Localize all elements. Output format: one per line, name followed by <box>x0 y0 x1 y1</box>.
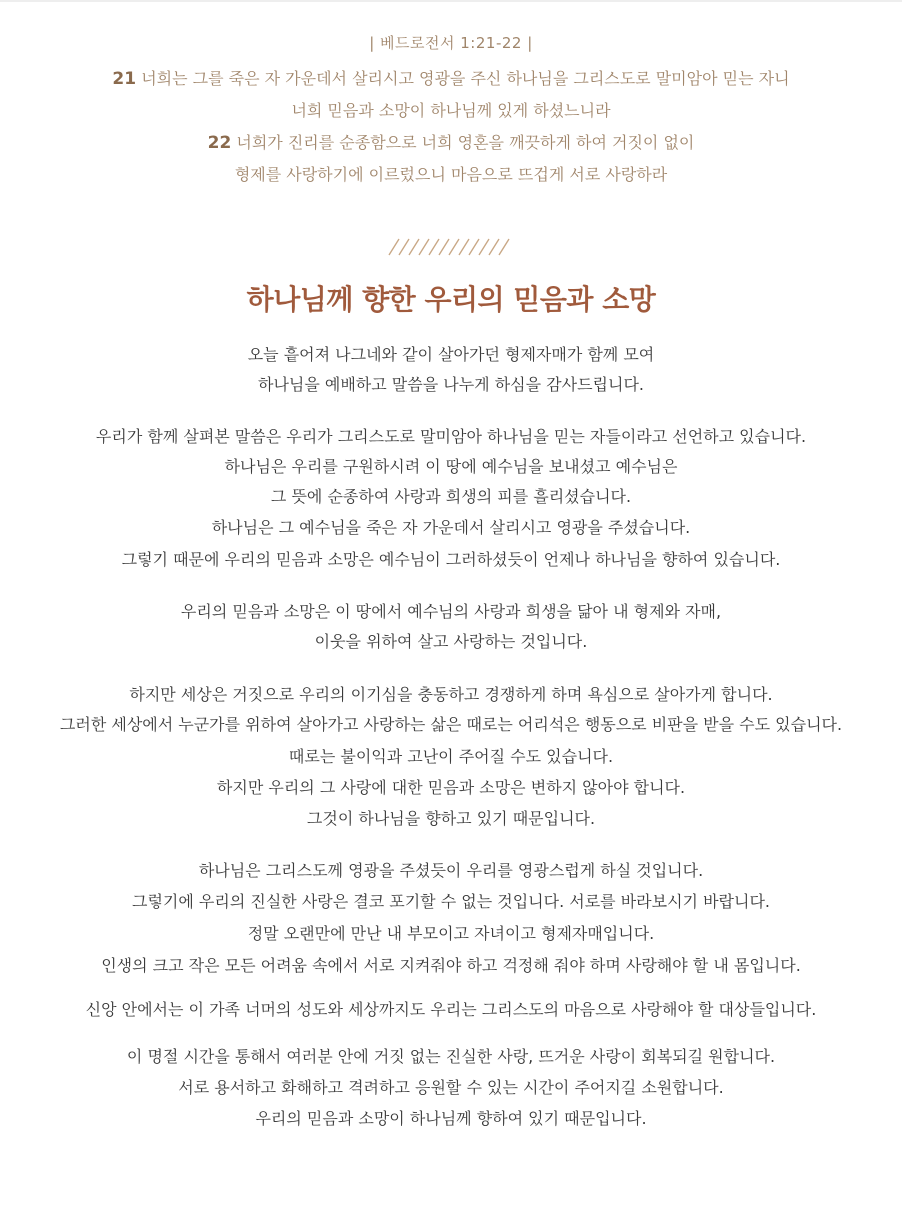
body-line: 우리의 믿음과 소망이 하나님께 향하여 있기 때문입니다. <box>255 1109 647 1128</box>
body-line: 그렇기에 우리의 진실한 사랑은 결코 포기할 수 없는 것입니다. 서로를 바라보시기 바랍니다. <box>132 892 770 911</box>
verse-line <box>0 66 902 89</box>
verse-number: 22 <box>207 133 232 153</box>
body-line: 이 명절 시간을 통해서 여러분 안에 거짓 없는 진실한 사랑, 뜨거운 사랑이 회복되길 원합니다. <box>126 1047 776 1066</box>
body-line: 신앙 안에서는 이 가족 너머의 성도와 세상까지도 우리는 그리스도의 마음으로 사랑해야 할 대상들입니다. <box>85 1000 817 1019</box>
body-line: 그렇기 때문에 우리의 믿음과 소망은 예수님이 그러하셨듯이 언제나 하나님을 향하여 있습니다. <box>121 550 781 569</box>
body-line: 때로는 불이익과 고난이 주어질 수도 있습니다. <box>288 747 614 766</box>
verse-line <box>0 98 902 121</box>
verse-line <box>0 162 902 185</box>
body-line: 우리가 함께 살펴본 말씀은 우리가 그리스도로 말미암아 하나님을 믿는 자들이라고 선언하고 있습니다. <box>95 427 807 446</box>
body-line: 이웃을 위하여 살고 사랑하는 것입니다. <box>314 632 588 651</box>
verse-text: 너희가 진리를 순종함으로 너희 영혼을 깨끗하게 하여 거짓이 없이 <box>236 133 695 152</box>
slash-divider-icon <box>387 238 515 256</box>
body-line: 하나님을 예배하고 말씀을 나누게 하심을 감사드립니다. <box>257 375 644 394</box>
verse-number: 21 <box>112 69 137 89</box>
body-line: 하지만 세상은 거짓으로 우리의 이기심을 충동하고 경쟁하게 하며 욕심으로 살아가게 합니다. <box>129 685 773 704</box>
slash-divider <box>0 238 902 260</box>
body-line: 하지만 우리의 그 사랑에 대한 믿음과 소망은 변하지 않아야 합니다. <box>216 778 686 797</box>
verse-text: 형제를 사랑하기에 이르렀으니 마음으로 뜨겁게 서로 사랑하라 <box>234 165 668 184</box>
body-line: 하나님은 우리를 구원하시려 이 땅에 예수님을 보내셨고 예수님은 <box>224 457 678 476</box>
sermon-title: 하나님께 향한 우리의 믿음과 소망 <box>246 283 656 316</box>
verse-text: 너희는 그를 죽은 자 가운데서 살리시고 영광을 주신 하나님을 그리스도로 말미암아 믿는 자니 <box>141 69 790 88</box>
top-border <box>0 0 902 2</box>
body-line: 정말 오랜만에 만난 내 부모이고 자녀이고 형제자매입니다. <box>247 924 655 943</box>
body-line: 하나님은 그리스도께 영광을 주셨듯이 우리를 영광스럽게 하실 것입니다. <box>198 861 704 880</box>
body-line: 우리의 믿음과 소망은 이 땅에서 예수님의 사랑과 희생을 닮아 내 형제와 자매, <box>180 602 722 621</box>
body-line: 서로 용서하고 화해하고 격려하고 응원할 수 있는 시간이 주어지길 소원합니다. <box>178 1078 724 1097</box>
verse-text: 너희 믿음과 소망이 하나님께 있게 하셨느니라 <box>291 101 611 120</box>
body-line: 그러한 세상에서 누군가를 위하여 살아가고 사랑하는 삶은 때로는 어리석은 행동으로 비판을 받을 수도 있습니다. <box>59 715 843 734</box>
body-line: 하나님은 그 예수님을 죽은 자 가운데서 살리시고 영광을 주셨습니다. <box>211 518 691 537</box>
verse-line <box>0 130 902 153</box>
scripture-reference: | 베드로전서 1:21-22 | <box>369 34 533 52</box>
body-line: 오늘 흩어져 나그네와 같이 살아가던 형제자매가 함께 모여 <box>247 345 655 364</box>
body-line: 그것이 하나님을 향하고 있기 때문입니다. <box>306 809 596 828</box>
body-line: 인생의 크고 작은 모든 어려움 속에서 서로 지켜줘야 하고 걱정해 줘야 하며 사랑해야 할 내 몸입니다. <box>101 956 801 975</box>
body-line: 그 뜻에 순종하여 사랑과 희생의 피를 흘리셨습니다. <box>270 487 632 506</box>
